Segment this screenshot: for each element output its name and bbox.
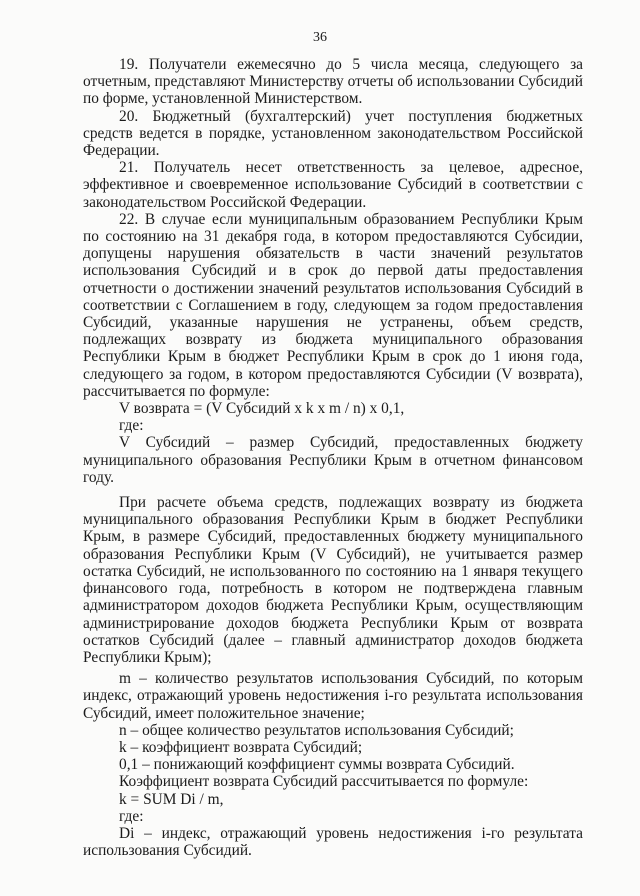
- definition-coefficient: 0,1 – понижающий коэффициент суммы возврата Субсидий.: [119, 756, 515, 774]
- paragraph-22: 22. В случае если муниципальным образованием Республики Крым по состоянию на 31 декабря года, в котором предоставляются Субсидии, допущены нарушения обязательств в части значений результатов использования Субсидий и в срок до первой даты предоставления отчетности о достижении значений результатов использования Субсидий в соответствии с Соглашением в году, следующем за годом предоставления Субсидий, указанные нарушения не устранены, объем средств, подлежащих возврату из бюджета муниципального образования Республики Крым в бюджет Республики Крым в срок до 1 июня года, следующего за годом, в котором предоставляются Субсидии (V возврата), рассчитывается по формуле:: [83, 210, 583, 400]
- definition-m: m – количество результатов использования Субсидий, по которым индекс, отражающий уровень недостижения i-го результата использования Субсидий, имеет положительное значение;: [83, 670, 583, 722]
- definition-v-subsidies: V Субсидий – размер Субсидий, предоставленных бюджету муниципального образования Республики Крым в отчетном финансовом году.: [83, 434, 583, 486]
- paragraph-21: 21. Получатель несет ответственность за целевое, адресное, эффективное и своевременное использование Субсидий в соответствии с законодательством Российской Федерации.: [83, 159, 583, 211]
- definition-di: Di – индекс, отражающий уровень недостижения i-го результата использования Субсидий.: [83, 824, 583, 860]
- where-label-2: где:: [119, 807, 144, 825]
- page-number: 36: [313, 30, 327, 45]
- paragraph-calculation-note: При расчете объема средств, подлежащих возврату из бюджета муниципального образования Республики Крым в бюджет Республики Крым, в размере Субсидий, предоставленных бюджету муниципального образования Республики Крым (V Субсидий), не учитывается размер остатка Субсидий, не использованного по состоянию на 1 января текущего финансового года, потребность в котором не подтверждена главным администратором доходов бюджета Республики Крым, осуществляющим администрирование доходов бюджета Республики Крым от возврата остатков Субсидий (далее – главный администратор доходов бюджета Республики Крым);: [83, 494, 583, 666]
- paragraph-19: 19. Получатели ежемесячно до 5 числа месяца, следующего за отчетным, представляют Министерству отчеты об использовании Субсидий по форме, установленной Министерством.: [83, 56, 583, 108]
- where-label: где:: [119, 417, 144, 435]
- coefficient-formula-intro: Коэффициент возврата Субсидий рассчитывается по формуле:: [119, 773, 529, 791]
- definition-k: k – коэффициент возврата Субсидий;: [119, 738, 363, 756]
- formula-v-return: V возврата = (V Субсидий x k x m / n) x 0,1,: [119, 400, 405, 418]
- formula-k: k = SUM Di / m,: [119, 790, 224, 808]
- document-body: [83, 56, 583, 859]
- paragraph-20: 20. Бюджетный (бухгалтерский) учет поступления бюджетных средств ведется в порядке, установленном законодательством Российской Федерации.: [83, 107, 583, 160]
- definition-n: n – общее количество результатов использования Субсидий;: [119, 721, 514, 739]
